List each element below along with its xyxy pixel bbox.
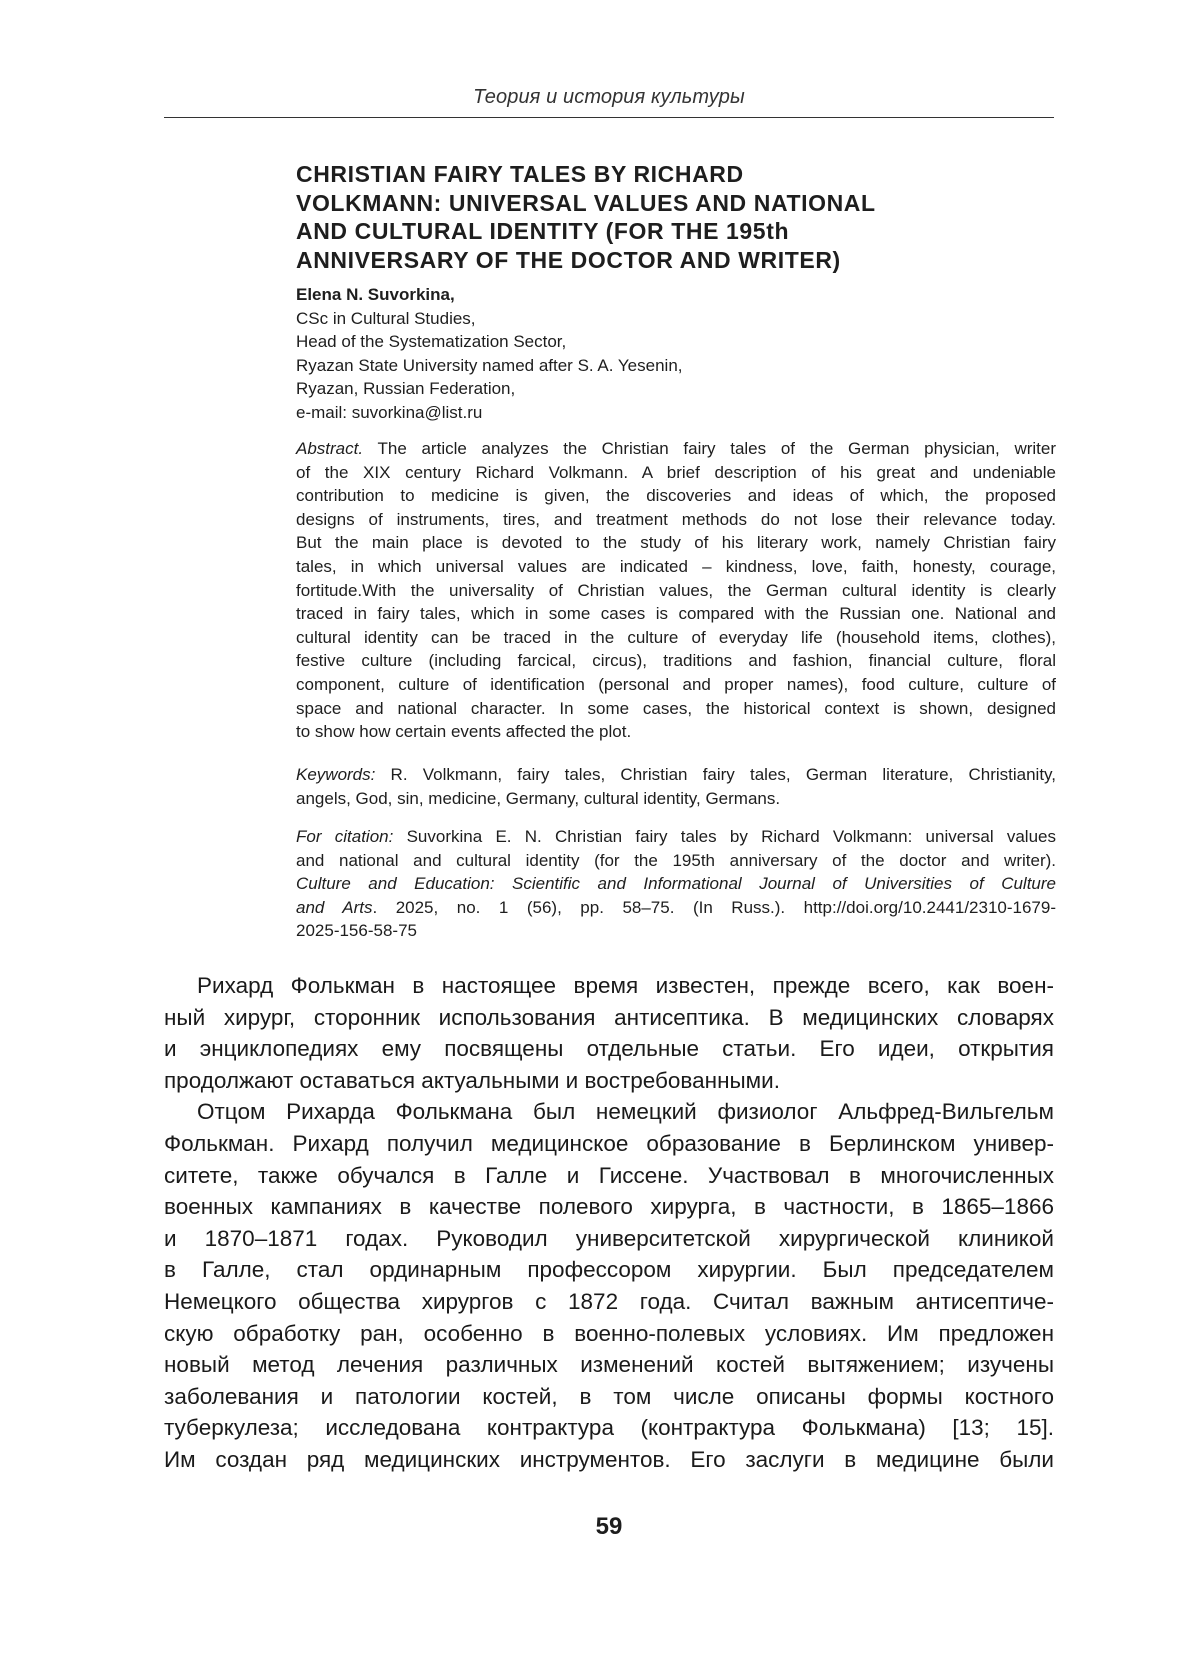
abstract-line: space and national character. In some cases, the historical context is shown, designed <box>296 698 1056 718</box>
citation-line: and national and cultural identity (for the 195th anniversary of the doctor and writer). <box>296 850 1056 870</box>
title-line: AND CULTURAL IDENTITY (FOR THE 195th <box>296 218 790 244</box>
citation-line <box>296 896 1056 920</box>
body-line: туберкулеза; исследована контрактура (контрактура Фолькмана) [13; 15]. <box>164 1415 1054 1441</box>
body-line: Им создан ряд медицинских инструментов. Его заслуги в медицине были <box>164 1446 1054 1472</box>
body-line: Рихард Фолькман в настоящее время известен, прежде всего, как воен- <box>197 973 1054 998</box>
abstract-line-text: The article analyzes the Christian fairy tales of the German physician, writer <box>363 439 1056 458</box>
author-degree: CSc in Cultural Studies, <box>296 308 476 328</box>
page-number: 59 <box>595 1513 623 1540</box>
keywords-label: Keywords: <box>296 765 376 784</box>
body-text <box>164 970 1054 1476</box>
author-position: Head of the Systematization Sector, <box>296 332 567 351</box>
body-line: Немецкого общества хирургов с 1872 года. Считал важным антисептиче- <box>164 1288 1054 1314</box>
abstract-line <box>296 437 1056 461</box>
citation-label: For citation: <box>296 827 394 846</box>
author-block <box>296 283 1056 424</box>
author-email: e-mail: suvorkina@list.ru <box>296 402 483 422</box>
keywords <box>296 763 1056 810</box>
running-header: Теория и история культуры <box>473 86 745 108</box>
abstract <box>296 437 1056 744</box>
author-location: Ryazan, Russian Federation, <box>296 379 516 398</box>
body-line: заболевания и патологии костей, в том числе описаны формы костного <box>164 1383 1054 1409</box>
title-line: ANNIVERSARY OF THE DOCTOR AND WRITER) <box>296 246 841 273</box>
author-name: Elena N. Suvorkina, <box>296 285 455 304</box>
article-title <box>296 160 936 274</box>
keywords-line-text: R. Volkmann, fairy tales, Christian fairy tales, German literature, Christianity, <box>375 765 1056 784</box>
citation-line-text: Suvorkina E. N. Christian fairy tales by Richard Volkmann: universal values <box>393 827 1056 846</box>
abstract-line: component, culture of identification (personal and proper names), food culture, culture of <box>296 674 1056 694</box>
title-line: CHRISTIAN FAIRY TALES BY RICHARD <box>296 161 744 187</box>
body-line: в Галле, стал ординарным профессором хирургии. Был председателем <box>164 1257 1054 1283</box>
abstract-line: festive culture (including farcical, circus), traditions and fashion, financial culture, floral <box>296 651 1056 671</box>
abstract-line: traced in fairy tales, which in some cases is compared with the Russian one. National and <box>296 604 1056 624</box>
body-line: и энциклопедиях ему посвящены отдельные статьи. Его идеи, открытия <box>164 1036 1054 1062</box>
citation-line <box>296 825 1056 849</box>
abstract-line: But the main place is devoted to the study of his literary work, namely Christian fairy <box>296 533 1056 553</box>
header-rule <box>164 117 1054 118</box>
body-line: новый метод лечения различных изменений костей вытяжением; изучены <box>164 1352 1054 1378</box>
body-line: ный хирург, сторонник использования антисептика. В медицинских словарях <box>164 1004 1054 1030</box>
body-line: ситете, также обучался в Галле и Гиссене. Участвовал в многочисленных <box>164 1162 1054 1188</box>
abstract-line: contribution to medicine is given, the discoveries and ideas of which, the proposed <box>296 486 1056 506</box>
abstract-line: tales, in which universal values are indicated – kindness, love, faith, honesty, courage, <box>296 556 1056 576</box>
abstract-line: cultural identity can be traced in the culture of everyday life (household items, clothes), <box>296 627 1056 647</box>
keywords-line <box>296 763 1056 787</box>
abstract-label: Abstract. <box>296 439 364 458</box>
abstract-line: designs of instruments, tires, and treatment methods do not lose their relevance today. <box>296 509 1056 529</box>
body-line: и 1870–1871 годах. Руководил университетской хирургической клиникой <box>164 1225 1054 1251</box>
citation-line-text: . 2025, no. 1 (56), pp. 58–75. (In Russ.). http://doi.org/10.2441/2310-1679- <box>372 897 1056 917</box>
citation-journal-line: Culture and Education: Scientific and Informational Journal of Universities of Culture <box>296 874 1056 894</box>
body-line: Отцом Рихарда Фолькмана был немецкий физиолог Альфред-Вильгельм <box>197 1099 1054 1125</box>
abstract-line: to show how certain events affected the plot. <box>296 722 632 742</box>
citation-journal-end: and Arts <box>296 897 373 917</box>
body-line: скую обработку ран, особенно в военно-полевых условиях. Им предложен <box>164 1320 1054 1346</box>
abstract-line: fortitude.With the universality of Christian values, the German cultural identity is clearly <box>296 580 1056 600</box>
author-university: Ryazan State University named after S. A. Yesenin, <box>296 355 683 375</box>
body-line: военных кампаниях в качестве полевого хирурга, в частности, в 1865–1866 <box>164 1194 1054 1220</box>
abstract-line: of the XIX century Richard Volkmann. A brief description of his great and undeniable <box>296 462 1056 482</box>
keywords-line: angels, God, sin, medicine, Germany, cultural identity, Germans. <box>296 788 781 808</box>
body-line: продолжают оставаться актуальными и востребованными. <box>164 1067 780 1093</box>
citation <box>296 825 1056 943</box>
body-line: Фолькман. Рихард получил медицинское образование в Берлинском универ- <box>164 1130 1054 1156</box>
title-line: VOLKMANN: UNIVERSAL VALUES AND NATIONAL <box>296 189 876 216</box>
citation-line: 2025-156-58-75 <box>296 921 417 941</box>
